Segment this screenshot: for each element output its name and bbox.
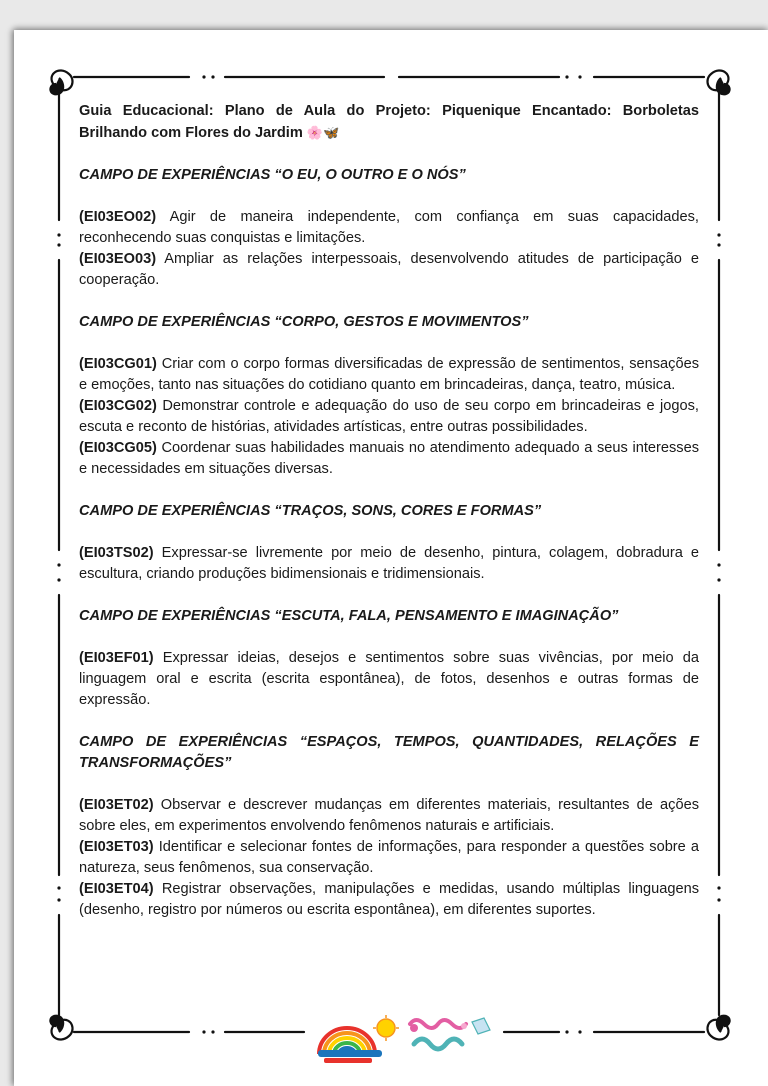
sun-icon: [373, 1015, 399, 1041]
section-heading: CAMPO DE EXPERIÊNCIAS “ESPAÇOS, TEMPOS, QUANTIDADES, RELAÇÕES E TRANSFORMAÇÕES”: [79, 734, 699, 771]
section-heading: CAMPO DE EXPERIÊNCIAS “CORPO, GESTOS E MOVIMENTOS”: [79, 314, 529, 330]
section-heading: CAMPO DE EXPERIÊNCIAS “O EU, O OUTRO E O NÓS”: [79, 167, 466, 183]
section-heading: CAMPO DE EXPERIÊNCIAS “ESCUTA, FALA, PENSAMENTO E IMAGINAÇÃO”: [79, 608, 619, 624]
footer-logos: [314, 1014, 504, 1064]
flower-butterfly-emoji: 🌸🦋: [306, 125, 340, 140]
objective-item: (EI03CG05) Coordenar suas habilidades manuais no atendimento adequado a seus interesses e necessidades em situações diversas.: [79, 440, 699, 477]
objective-item: (EI03EO03) Ampliar as relações interpessoais, desenvolvendo atitudes de participação e cooperação.: [79, 251, 699, 288]
document-page: [14, 30, 768, 1086]
corner-flourish-top-left: [50, 70, 72, 94]
section-heading: CAMPO DE EXPERIÊNCIAS “TRAÇOS, SONS, CORES E FORMAS”: [79, 503, 542, 519]
objective-item: (EI03ET02) Observar e descrever mudanças em diferentes materiais, resultantes de ações sobre eles, em experimentos envolvendo fenômenos naturais e artificiais.: [79, 797, 699, 834]
objective-item: (EI03ET03) Identificar e selecionar fontes de informações, para responder a questões sobre a natureza, seus fenômenos, sua conservação.: [79, 839, 699, 876]
objective-item: (EI03CG02) Demonstrar controle e adequação do uso de seu corpo em brincadeiras e jogos, escuta e reconto de histórias, atividades artísticas, entre outras possibilidades.: [79, 398, 699, 435]
objective-item: (EI03EF01) Expressar ideias, desejos e sentimentos sobre suas vivências, por meio da linguagem oral e escrita (escrita espontânea), de fotos, desenhos e outras formas de expressão.: [79, 650, 699, 708]
objective-item: (EI03ET04) Registrar observações, manipulações e medidas, usando múltiplas linguagens (desenho, registro por números ou escrita espontânea), em diferentes suportes.: [79, 881, 699, 918]
corner-flourish-top-right: [707, 70, 729, 94]
corner-flourish-bottom-right: [707, 1016, 729, 1040]
document-body: [79, 101, 699, 921]
rosinha-logo: [410, 1018, 490, 1049]
document-title: Guia Educacional: Plano de Aula do Projeto: Piquenique Encantado: Borboletas Brilhando com Flores do Jardim 🌸🦋: [79, 103, 699, 141]
corner-flourish-bottom-left: [50, 1016, 72, 1040]
objective-item: (EI03TS02) Expressar-se livremente por meio de desenho, pintura, colagem, dobradura e escultura, criando produções bidimensionais e tridimensionais.: [79, 545, 699, 582]
objective-item: (EI03CG01) Criar com o corpo formas diversificadas de expressão de sentimentos, sensações e emoções, tanto nas situações do cotidiano quanto em brincadeiras, dança, teatro, música.: [79, 356, 699, 393]
rainbow-logo: [318, 1028, 382, 1063]
objective-item: (EI03EO02) Agir de maneira independente, com confiança em suas capacidades, reconhecendo suas conquistas e limitações.: [79, 209, 699, 246]
